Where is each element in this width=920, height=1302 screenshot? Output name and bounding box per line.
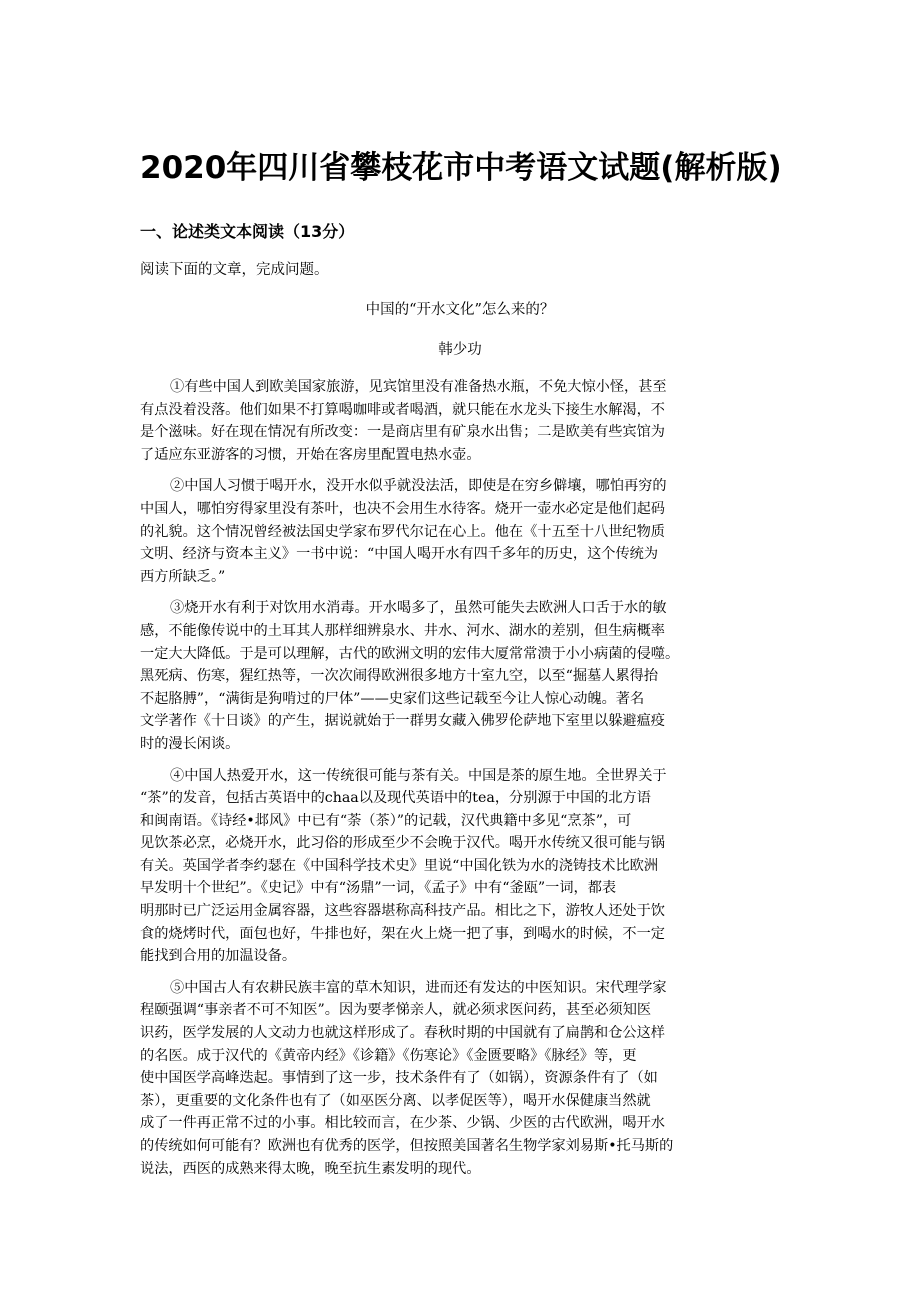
paragraph-line: 的礼貌。这个情况曾经被法国史学家布罗代尔记在心上。他在《十五至十八世纪物质 [140,523,665,540]
paragraph-line: 茶），更重要的文化条件也有了（如巫医分离、以孝促医等），喝开水保健康当然就 [140,1092,651,1109]
paragraph-line: 能找到合用的加温设备。 [140,948,297,965]
article-body [140,376,780,1180]
paragraph-line: 程颐强调“事亲者不可不知医”。因为要孝悌亲人，就必须求医问药，甚至必须知医 [140,1002,652,1019]
paragraph-line: 明那时已广泛运用金属容器，这些容器堪称高科技产品。相比之下，游牧人还处于饮 [140,903,665,920]
paragraph-line: 见饮茶必烹，必烧开水，此习俗的形成至少不会晚于汉代。喝开水传统又很可能与锅 [140,835,665,852]
paragraph-line: 说法，西医的成熟来得太晚，晚至抗生素发明的现代。 [140,1160,481,1177]
paragraph-line: 有关。英国学者李约瑟在《中国科学技术史》里说“中国化铁为水的浇铸技术比欧洲 [140,857,659,874]
paragraph-line: ⑤中国古人有农耕民族丰富的草木知识，进而还有发达的中医知识。宋代理学家 [170,979,667,996]
paragraph-line: 文学著作《十日谈》的产生，据说就始于一群男女藏入佛罗伦萨地下室里以躲避瘟疫 [140,713,665,730]
paragraph-line: 时的漫长闲谈。 [140,735,240,752]
paragraph-line: ②中国人习惯于喝开水，没开水似乎就没法活，即使是在穷乡僻壤，哪怕再穷的 [170,478,667,495]
paragraph-line: 的传统如何可能有？欧洲也有优秀的医学，但按照美国著名生物学家刘易斯•托马斯的 [140,1138,674,1154]
paragraph-line: 和闽南语。《诗经•邶风》中已有“荼（茶）”的记载，汉代典籍中多见“烹茶”，可 [140,812,632,829]
paragraph-line: “茶”的发音，包括古英语中的chaa以及现代英语中的tea，分别源于中国的北方语 [140,790,651,807]
paragraph-line: 有点没着没落。他们如果不打算喝咖啡或者喝酒，就只能在水龙头下接生水解渴，不 [140,401,665,418]
paragraph-line: ④中国人热爱开水，这一传统很可能与茶有关。中国是茶的原生地。全世界关于 [170,767,667,784]
paragraph-line: 感，不能像传说中的土耳其人那样细辨泉水、井水、河水、湖水的差别，但生病概率 [140,622,665,639]
paragraph-line: 是个滋味。好在现在情况有所改变：一是商店里有矿泉水出售；二是欧美有些宾馆为 [140,424,665,441]
paragraph-line: 不起胳膊”，“满街是狗啃过的尸体”——史家们这些记载至今让人惊心动魄。著名 [140,690,645,707]
paragraph-line: 中国人，哪怕穷得家里没有茶叶，也决不会用生水待客。烧开一壶水必定是他们起码 [140,500,665,517]
article-paragraph [140,977,780,1180]
paragraph-line: ③烧开水有利于对饮用水消毒。开水喝多了，虽然可能失去欧洲人口舌于水的敏 [170,600,667,617]
paragraph-line: ①有些中国人到欧美国家旅游，见宾馆里没有准备热水瓶，不免大惊小怪，甚至 [170,379,667,395]
paragraph-line: 识药，医学发展的人文动力也就这样形成了。春秋时期的中国就有了扁鹊和仓公这样 [140,1025,665,1042]
document-title: 2020年四川省攀枝花市中考语文试题(解析版) [140,150,782,186]
paragraph-line: 西方所缺乏。” [140,568,226,585]
article-paragraph [140,376,780,466]
paragraph-line: 成了一件再正常不过的小事。相比较而言，在少茶、少锅、少医的古代欧洲，喝开水 [140,1115,665,1132]
reading-instruction: 阅读下面的文章，完成问题。 [140,262,329,278]
section-heading: 一、论述类文本阅读（13分） [140,222,355,241]
paragraph-line: 的名医。成于汉代的《黄帝内经》《诊籍》《伤寒论》《金匮要略》《脉经》等，更 [140,1047,637,1064]
paragraph-line: 早发明十个世纪”。《史记》中有“汤鼎”一词，《孟子》中有“釜瓯”一词，都表 [140,880,617,897]
paragraph-line: 文明、经济与资本主义》一书中说：“中国人喝开水有四千多年的历史，这个传统为 [140,546,659,563]
paragraph-line: 食的烧烤时代，面包也好，牛排也好，架在火上烧一把了事，到喝水的时候，不一定 [140,925,665,942]
paragraph-line: 了适应东亚游客的习惯，开始在客房里配置电热水壶。 [140,446,481,463]
paragraph-line: 使中国医学高峰迭起。事情到了这一步，技术条件有了（如锅），资源条件有了（如 [140,1070,658,1087]
article-paragraph [140,765,780,968]
article-author: 韩少功 [438,342,482,358]
paragraph-line: 黑死病、伤寒，猩红热等，一次次闹得欧洲很多地方十室九空，以至“掘墓人累得抬 [140,668,659,685]
paragraph-line: 一定大大降低。于是可以理解，古代的欧洲文明的宏伟大厦常常溃于小小病菌的侵噬。 [140,645,680,662]
article-paragraph [140,475,780,588]
article-paragraph [140,597,780,755]
article-title: 中国的“开水文化”怎么来的？ [365,302,555,318]
